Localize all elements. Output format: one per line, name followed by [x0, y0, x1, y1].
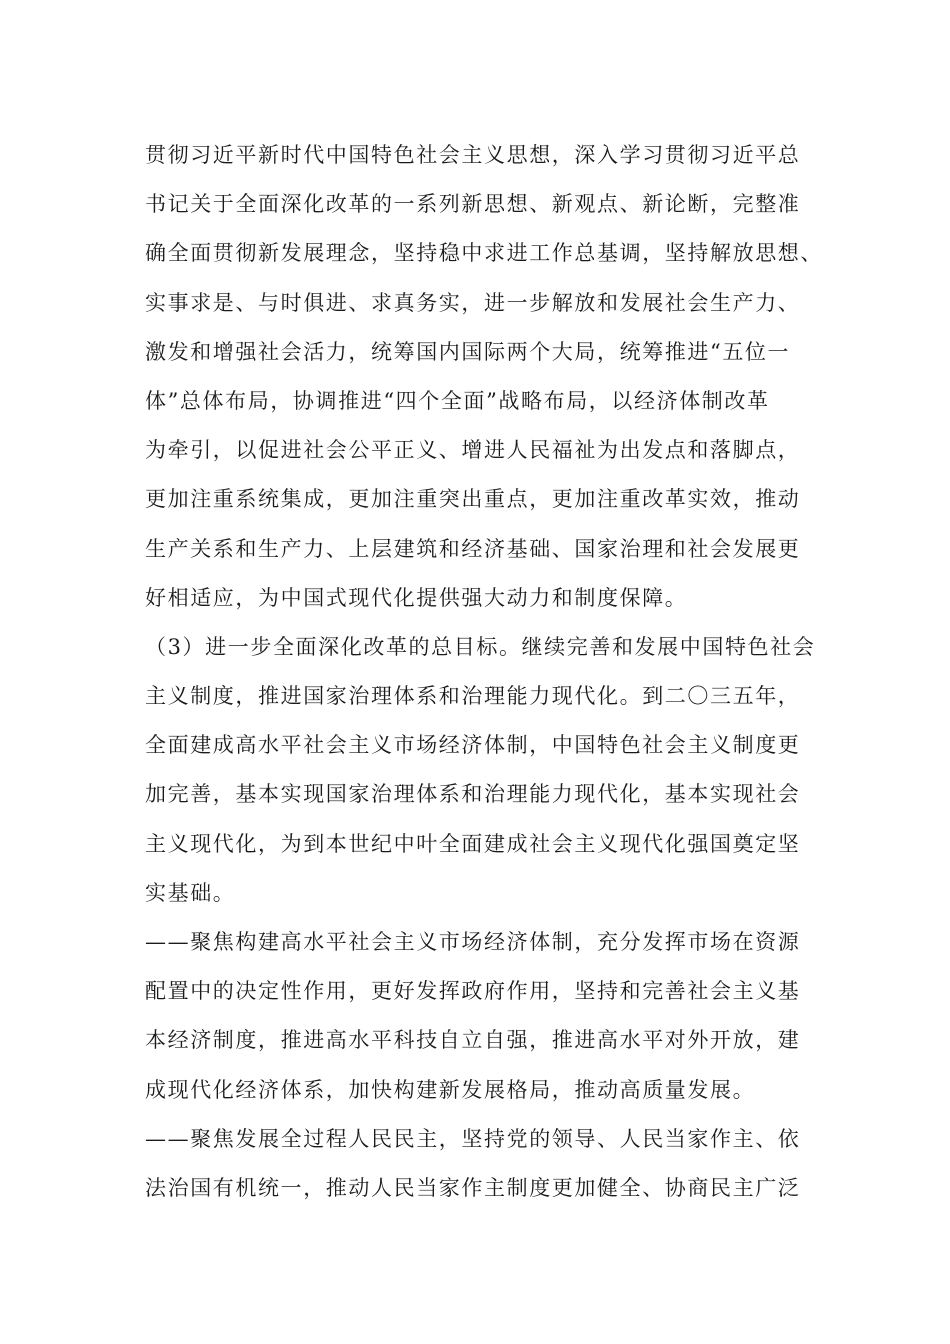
- text-line-22: 法治国有机统一，推动人民当家作主制度更加健全、协商民主广泛: [145, 1175, 801, 1200]
- text-line-15: 主义现代化，为到本世纪中叶全面建成社会主义现代化强国奠定坚: [145, 831, 801, 856]
- text-line-10: 好相适应，为中国式现代化提供强大动力和制度保障。: [145, 585, 688, 610]
- document-body: [145, 131, 835, 1213]
- text-line-1: 贯彻习近平新时代中国特色社会主义思想，深入学习贯彻习近平总: [145, 143, 801, 167]
- text-line-8: 更加注重系统集成，更加注重突出重点，更加注重改革实效，推动: [145, 487, 801, 512]
- bullet-line-2: ——聚焦发展全过程人民民主，坚持党的领导、人民当家作主、依: [145, 1126, 801, 1151]
- text-line-5: 激发和增强社会活力，统筹国内国际两个大局，统筹推进“五位一: [145, 339, 791, 364]
- text-line-12: 主义制度，推进国家治理体系和治理能力现代化。到二〇三五年，: [145, 684, 801, 709]
- text-line-13: 全面建成高水平社会主义市场经济体制，中国特色社会主义制度更: [145, 733, 801, 758]
- bullet-line-1: ——聚焦构建高水平社会主义市场经济体制，充分发挥市场在资源: [145, 930, 801, 954]
- text-line-20: 成现代化经济体系，加快构建新发展格局，推动高质量发展。: [145, 1077, 756, 1102]
- text-line-19: 本经济制度，推进高水平科技自立自强，推进高水平对外开放，建: [145, 1028, 801, 1053]
- text-line-6: 体”总体布局，协调推进“四个全面”战略布局，以经济体制改革: [145, 388, 770, 413]
- text-line-2: 书记关于全面深化改革的一系列新思想、新观点、新论断，完整准: [145, 192, 801, 217]
- text-line-14: 加完善，基本实现国家治理体系和治理能力现代化，基本实现社会: [145, 782, 801, 807]
- text-line-16: 实基础。: [145, 880, 236, 905]
- section-heading-line: （3）进一步全面深化改革的总目标。继续完善和发展中国特色社会: [145, 634, 816, 659]
- text-line-3: 确全面贯彻新发展理念，坚持稳中求进工作总基调，坚持解放思想、: [145, 241, 823, 266]
- text-line-18: 配置中的决定性作用，更好发挥政府作用，坚持和完善社会主义基: [145, 979, 801, 1004]
- text-line-9: 生产关系和生产力、上层建筑和经济基础、国家治理和社会发展更: [145, 536, 801, 561]
- text-line-4: 实事求是、与时俱进、求真务实，进一步解放和发展社会生产力、: [145, 290, 801, 315]
- text-line-7: 为牵引，以促进社会公平正义、增进人民福祉为出发点和落脚点，: [145, 438, 801, 463]
